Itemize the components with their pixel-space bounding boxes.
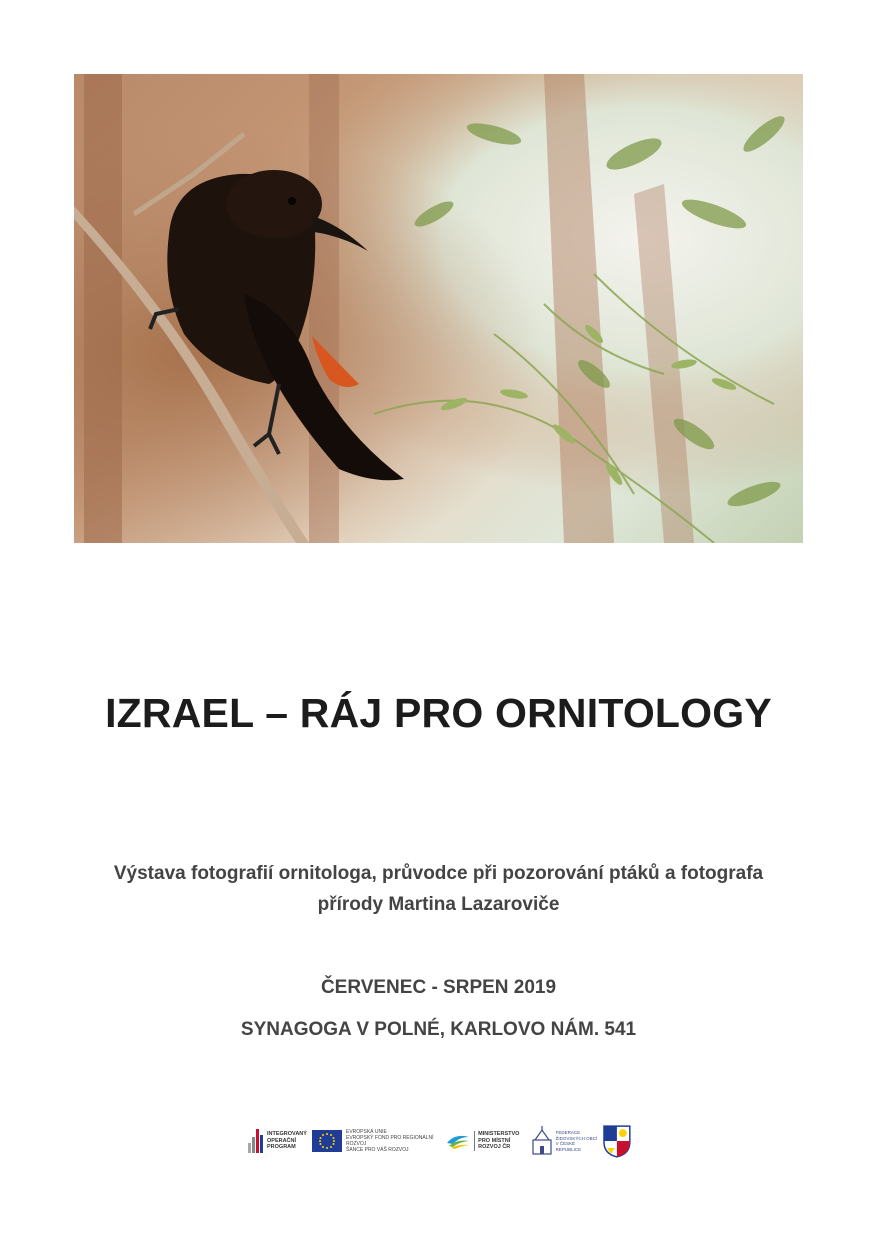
coat-of-arms-icon: [602, 1124, 632, 1158]
mmr-line-2: PRO MÍSTNÍ: [478, 1137, 511, 1144]
exhibition-venue: SYNAGOGA V POLNÉ, KARLOVO NÁM. 541: [240, 1019, 637, 1040]
iop-bars-icon: [248, 1129, 264, 1153]
iop-logo: [248, 1129, 306, 1153]
sponsor-logos: [248, 1122, 632, 1160]
federation-logo: [531, 1126, 601, 1156]
eu-flag-icon: [312, 1130, 342, 1152]
fed-line-2: ŽIDOVSKÝCH OBCÍ: [555, 1135, 598, 1141]
mmr-logo: [445, 1131, 526, 1151]
eu-logo: [312, 1129, 441, 1153]
subtitle-line-2: přírody Martina Lazaroviče: [317, 894, 560, 915]
eu-line-2: EVROPSKÝ FOND PRO REGIONÁLNÍ ROZVOJ: [346, 1135, 434, 1147]
exhibition-title: IZRAEL – RÁJ PRO ORNITOLOGY: [105, 690, 772, 736]
exhibition-date: ČERVENEC - SRPEN 2019: [320, 977, 557, 998]
fed-line-1: FEDERACE: [555, 1130, 581, 1135]
bird-photo-illustration: [74, 74, 803, 543]
mmr-line-3: ROZVOJ ČR: [478, 1144, 511, 1151]
iop-line-3: PROGRAM: [267, 1144, 296, 1151]
iop-line-2: OPERAČNÍ: [267, 1137, 297, 1144]
eu-line-3: ŠANCE PRO VÁŠ ROZVOJ: [346, 1147, 409, 1153]
iop-line-1: INTEGROVANÝ: [267, 1131, 307, 1138]
fed-line-3: V ČESKÉ REPUBLICE: [555, 1141, 582, 1152]
synagogue-icon: [531, 1126, 553, 1156]
subtitle-line-1: Výstava fotografií ornitologa, průvodce při pozorování ptáků a fotografa: [113, 863, 764, 884]
mmr-swoosh-icon: [445, 1133, 471, 1149]
eu-line-1: EVROPSKÁ UNIE: [346, 1129, 387, 1135]
exhibition-subtitle: [80, 858, 797, 920]
cover-photo: [74, 74, 803, 543]
mmr-line-1: MINISTERSTVO: [478, 1131, 520, 1138]
